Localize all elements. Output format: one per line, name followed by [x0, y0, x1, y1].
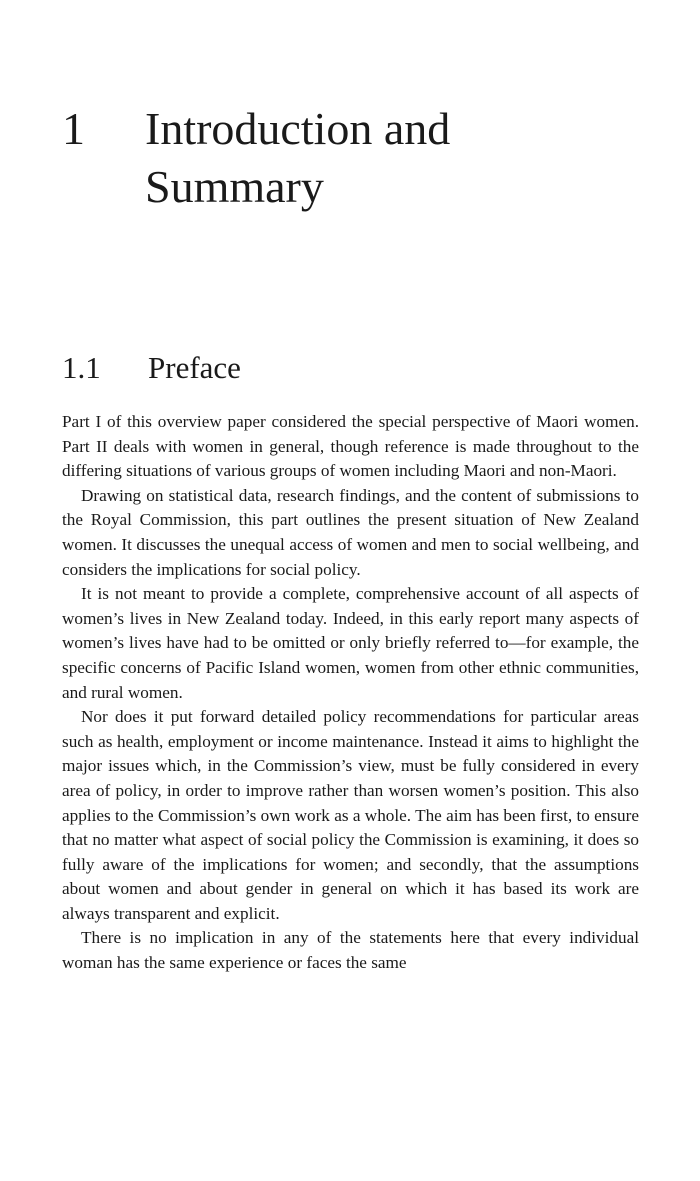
chapter-title-line-1: Introduction and — [145, 103, 451, 154]
section-number: 1.1 — [62, 350, 101, 385]
paragraph: Nor does it put forward detailed policy recommendations for particular areas such as health, employment or income maintenance. Instead it aims to highlight the major issues which, in the Commission’s view, must be fully considered in every area of policy, in order to improve rather than worsen women’s position. This also applies to the Commission’s own work as a whole. The aim has been first, to ensure that no matter what aspect of social policy the Commission is examining, it does so fully aware of the implications for women; and secondly, that the assumptions about women and about gender in general on which it has based its work are always transparent and explicit. — [62, 707, 639, 923]
chapter-number: 1 — [62, 103, 85, 154]
paragraph: Drawing on statistical data, research findings, and the content of submissions to the Royal Commission, this part outlines the present situation of New Zealand women. It discusses the unequal access of women and men to social wellbeing, and considers the implications for social policy. — [62, 485, 639, 579]
paragraph: It is not meant to provide a complete, comprehensive account of all aspects of women’s lives in New Zealand today. Indeed, in this early report many aspects of women’s lives have had to be omitted or only briefly referred to—for example, the specific concerns of Pacific Island women, women from other ethnic communities, and rural women. — [62, 584, 639, 702]
chapter-title-line-2: Summary — [145, 161, 324, 212]
section-heading — [62, 348, 241, 388]
section-title: Preface — [148, 350, 241, 385]
body-text — [62, 410, 639, 976]
paragraph: Part I of this overview paper considered the special perspective of Maori women. Part II deals with women in general, though reference is made throughout to the differing situations of various groups of women including Maori and non-Maori. — [62, 412, 639, 481]
chapter-title — [145, 100, 625, 216]
paragraph: There is no implication in any of the statements here that every individual woman has the same experience or faces the same — [62, 928, 639, 973]
